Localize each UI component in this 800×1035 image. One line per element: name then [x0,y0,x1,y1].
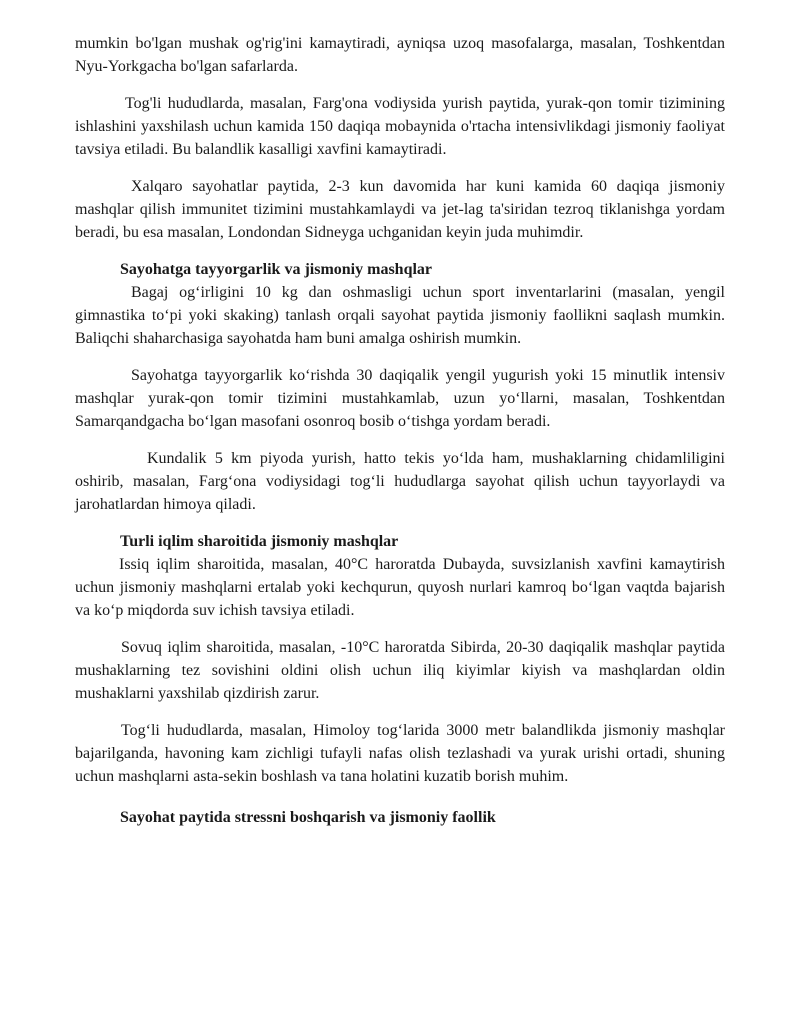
paragraph-9: Tog‘li hududlarda, masalan, Himoloy tog‘larida 3000 metr balandlikda jismoniy mashqlar bajarilganda, havoning kam zichligi tufayli nafas olish tezlashadi va yurak urishi ortadi, shuning uchun mashqlarni asta-sekin boshlash va tana holatini kuzatib borish muhim. [75,722,725,785]
paragraph-7: Issiq iqlim sharoitida, masalan, 40°C haroratda Dubayda, suvsizlanish xavfini kamaytirish uchun jismoniy mashqlarni ertalab yoki kechqurun, quyosh nurlari kamroq bo‘lgan vaqtda bajarish va ko‘p miqdorda suv ichish tavsiya etiladi. [75,556,725,619]
paragraph-1: mumkin bo'lgan mushak og'rig'ini kamaytiradi, ayniqsa uzoq masofalarga, masalan, Toshkentdan Nyu-Yorkgacha bo'lgan safarlarda. [75,35,725,75]
section-heading-2: Turli iqlim sharoitida jismoniy mashqlar [120,533,399,550]
paragraph-8: Sovuq iqlim sharoitida, masalan, -10°C haroratda Sibirda, 20-30 daqiqalik mashqlar paytida mushaklarning tez sovishini oldini olish uchun iliq kiyimlar kiyish va mashqlardan oldin mushaklarni yaxshilab qizdirish zarur. [75,639,725,702]
section-heading-3: Sayohat paytida stressni boshqarish va jismoniy faollik [120,809,496,826]
paragraph-6: Kundalik 5 km piyoda yurish, hatto tekis yo‘lda ham, mushaklarning chidamliligini oshirib, masalan, Farg‘ona vodiysidagi tog‘li hududlarga sayohat qilish uchun tayyorlaydi va jarohatlardan himoya qiladi. [75,450,725,513]
paragraph-3: Xalqaro sayohatlar paytida, 2-3 kun davomida har kuni kamida 60 daqiqa jismoniy mashqlar qilish immunitet tizimini mustahkamlaydi va jet-lag ta'siridan tezroq tiklanishga yordam beradi, bu esa masalan, Londondan Sidneyga uchganidan keyin juda muhimdir. [75,178,725,241]
paragraph-2: Tog'li hududlarda, masalan, Farg'ona vodiysida yurish paytida, yurak-qon tomir tizimining ishlashini yaxshilash uchun kamida 150 daqiqa mobaynida o'rtacha intensivlikdagi jismoniy faoliyat tavsiya etiladi. Bu balandlik kasalligi xavfini kamaytiradi. [75,95,725,158]
paragraph-4: Bagaj og‘irligini 10 kg dan oshmasligi uchun sport inventarlarini (masalan, yengil gimnastika to‘pi yoki skaking) tanlash orqali sayohat paytida jismoniy faollikni saqlash mumkin. Baliqchi shaharchasiga sayohatda ham buni amalga oshirish mumkin. [75,284,725,347]
paragraph-5: Sayohatga tayyorgarlik ko‘rishda 30 daqiqalik yengil yugurish yoki 15 minutlik intensiv mashqlar yurak-qon tomir tizimini mustahkamlab, uzun yo‘llarni, masalan, Toshkentdan Samarqandgacha bo‘lgan masofani osonroq bosib o‘tishga yordam beradi. [75,367,725,430]
document-page [75,32,725,829]
section-heading-1: Sayohatga tayyorgarlik va jismoniy mashqlar [120,261,433,278]
